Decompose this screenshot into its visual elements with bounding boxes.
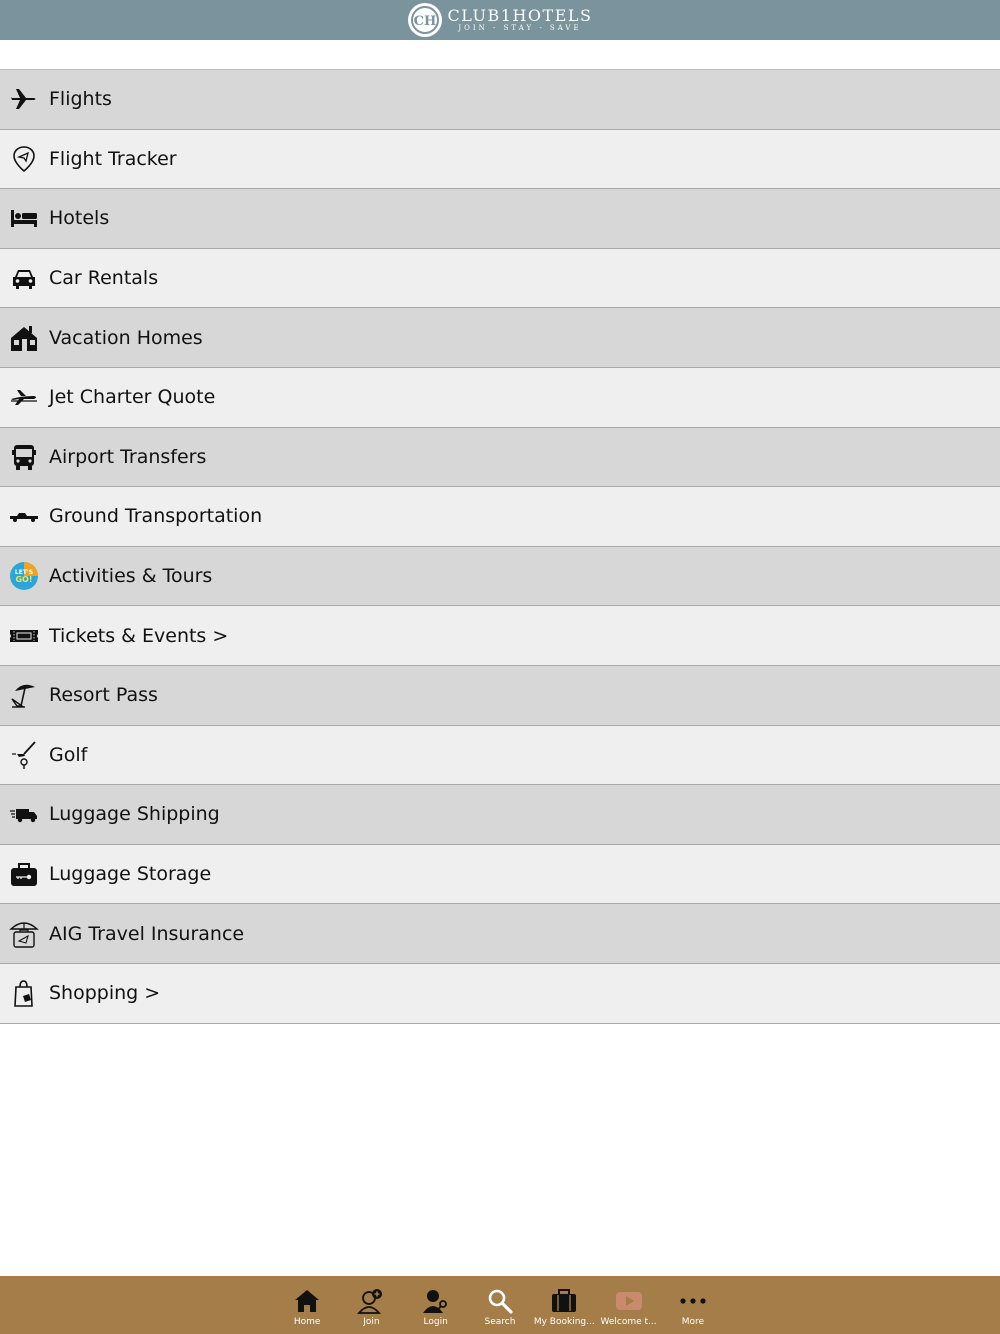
menu-item-luggage-shipping[interactable] bbox=[0, 785, 1000, 845]
menu-item-flights[interactable] bbox=[0, 70, 1000, 130]
flight-tracker-pin-icon bbox=[9, 144, 39, 174]
video-play-icon bbox=[614, 1287, 644, 1315]
bottom-tab-bar bbox=[0, 1276, 1000, 1334]
beach-umbrella-icon bbox=[9, 680, 39, 710]
menu-item-label: Jet Charter Quote bbox=[49, 386, 216, 409]
menu-item-car-rentals[interactable] bbox=[0, 249, 1000, 309]
menu-item-airport-transfers[interactable] bbox=[0, 428, 1000, 488]
menu-item-label: Activities & Tours bbox=[49, 565, 213, 588]
svg-text:CH: CH bbox=[413, 14, 436, 29]
tab-my-bookings[interactable] bbox=[532, 1276, 596, 1334]
menu-item-label: Ground Transportation bbox=[49, 505, 263, 528]
logo-mark-icon bbox=[408, 3, 442, 37]
menu-item-luggage-storage[interactable] bbox=[0, 845, 1000, 905]
menu-item-golf[interactable] bbox=[0, 726, 1000, 786]
house-icon bbox=[9, 323, 39, 353]
menu-item-label: Resort Pass bbox=[49, 684, 158, 707]
tab-search[interactable] bbox=[468, 1276, 532, 1334]
menu-item-label: Shopping > bbox=[49, 982, 161, 1005]
menu-item-label: Car Rentals bbox=[49, 267, 159, 290]
suitcase-key-icon bbox=[9, 859, 39, 889]
menu-item-label: Flights bbox=[49, 88, 112, 111]
search-icon bbox=[485, 1287, 515, 1315]
tab-label: Search bbox=[484, 1317, 516, 1327]
menu-item-label: Vacation Homes bbox=[49, 326, 203, 349]
limousine-icon bbox=[9, 501, 39, 531]
svg-text:LET'S: LET'S bbox=[14, 569, 34, 577]
tab-login[interactable] bbox=[404, 1276, 468, 1334]
tab-welcome-video[interactable] bbox=[596, 1276, 660, 1334]
delivery-truck-icon bbox=[9, 799, 39, 829]
car-icon bbox=[9, 263, 39, 293]
services-menu bbox=[0, 69, 1000, 1024]
menu-item-ground-transportation[interactable] bbox=[0, 487, 1000, 547]
home-icon bbox=[292, 1287, 322, 1315]
menu-item-resort-pass[interactable] bbox=[0, 666, 1000, 726]
insurance-umbrella-icon bbox=[9, 919, 39, 949]
menu-item-label: AIG Travel Insurance bbox=[49, 922, 245, 945]
tab-label: Home bbox=[293, 1317, 321, 1327]
menu-item-shopping[interactable] bbox=[0, 964, 1000, 1024]
menu-item-label: Hotels bbox=[49, 207, 110, 230]
tab-label: Welcome t... bbox=[600, 1317, 657, 1327]
menu-item-label: Luggage Storage bbox=[49, 863, 212, 886]
tab-join[interactable] bbox=[339, 1276, 403, 1334]
menu-item-label: Tickets & Events > bbox=[49, 624, 229, 647]
airplane-icon bbox=[9, 84, 39, 114]
app-header bbox=[0, 0, 1000, 40]
ticket-icon bbox=[9, 621, 39, 651]
user-key-icon bbox=[421, 1287, 451, 1315]
bed-icon bbox=[9, 203, 39, 233]
menu-item-hotels[interactable] bbox=[0, 189, 1000, 249]
briefcase-icon bbox=[549, 1287, 579, 1315]
bus-icon bbox=[9, 442, 39, 472]
tab-label: Login bbox=[423, 1317, 448, 1327]
menu-item-tickets-events[interactable] bbox=[0, 606, 1000, 666]
menu-item-jet-charter-quote[interactable] bbox=[0, 368, 1000, 428]
private-jet-icon bbox=[9, 382, 39, 412]
club1hotels-logo[interactable] bbox=[408, 3, 593, 37]
menu-item-vacation-homes[interactable] bbox=[0, 308, 1000, 368]
golf-club-icon bbox=[9, 740, 39, 770]
tab-label: More bbox=[681, 1317, 705, 1327]
menu-item-label: Luggage Shipping bbox=[49, 803, 220, 826]
menu-item-label: Flight Tracker bbox=[49, 147, 177, 170]
logo-title: CLUB1HOTELS bbox=[447, 6, 593, 25]
menu-item-label: Airport Transfers bbox=[49, 445, 207, 468]
add-user-icon bbox=[356, 1287, 386, 1315]
tab-more[interactable] bbox=[661, 1276, 725, 1334]
more-dots-icon bbox=[678, 1287, 708, 1315]
lets-go-badge-icon bbox=[9, 561, 39, 591]
shopping-bag-icon bbox=[9, 978, 39, 1008]
menu-item-flight-tracker[interactable] bbox=[0, 130, 1000, 190]
tab-label: My Booking... bbox=[533, 1317, 595, 1327]
menu-item-activities-tours[interactable] bbox=[0, 547, 1000, 607]
tab-label: Join bbox=[363, 1317, 380, 1327]
tab-home[interactable] bbox=[275, 1276, 339, 1334]
logo-subtitle: JOIN - STAY - SAVE bbox=[458, 24, 582, 32]
svg-text:GO!: GO! bbox=[15, 575, 33, 585]
menu-item-label: Golf bbox=[49, 743, 88, 766]
menu-item-aig-travel-insurance[interactable] bbox=[0, 904, 1000, 964]
